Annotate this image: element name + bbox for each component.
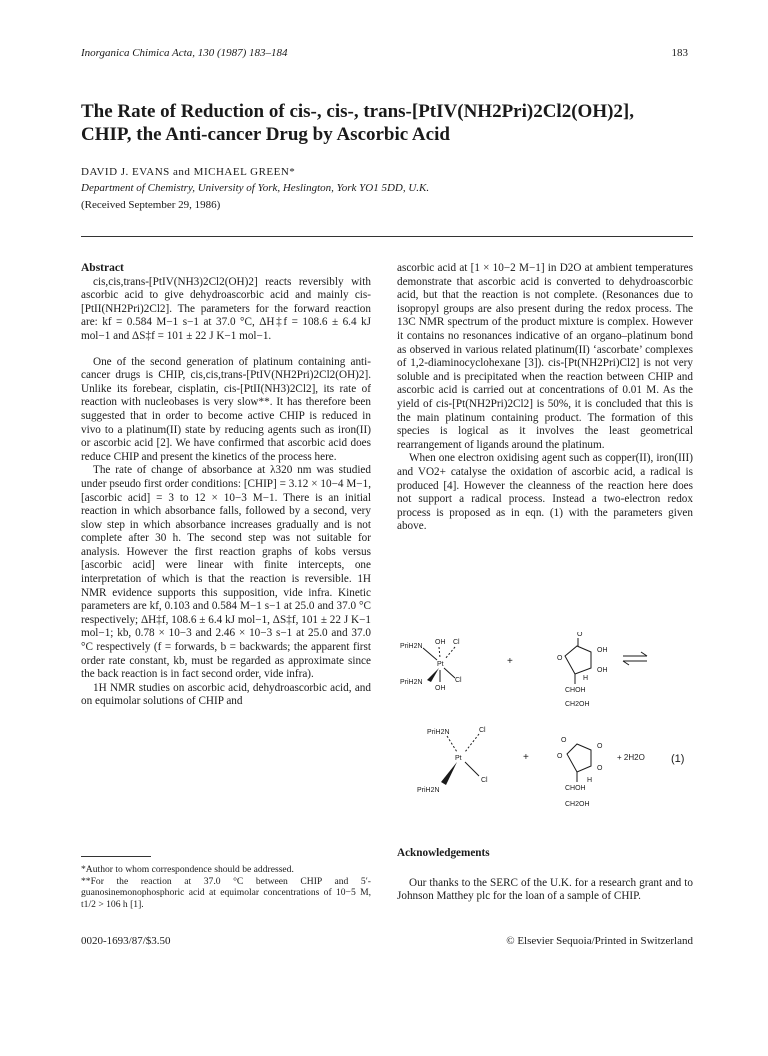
abstract-heading: Abstract: [81, 262, 124, 274]
header-divider: [81, 236, 693, 237]
copyright: © Elsevier Sequoia/Printed in Switzerland: [506, 935, 693, 947]
acknowledgements-text: Our thanks to the SERC of the U.K. for a research grant and to Johnson Matthey plc for the loan of a sample of CHIP.: [397, 876, 693, 903]
abstract-text: cis,cis,trans-[PtIV(NH3)2Cl2(OH)2] reacts reversibly with ascorbic acid to give dehydroascorbic acid and mainly cis-[PtII(NH2Pri)2Cl2]. The parameters for the forward reaction are: kf = 0.584 M−1 s−1 at 37.0 °C, ΔH‡f = 108.6 ± 6.4 kJ mol−1 and ΔS‡f = 101 ± 22 J K−1 mol−1.: [81, 275, 371, 342]
equation-number: (1): [671, 753, 685, 765]
footnote-divider: [81, 856, 151, 857]
oh-label: OH: [435, 685, 446, 692]
amine-label: PriH2N: [400, 679, 423, 686]
plus-sign: +: [507, 656, 513, 667]
left-column: [81, 262, 371, 709]
ascorbic-acid-structure: [557, 632, 608, 708]
body-paragraph: ascorbic acid at [1 × 10−2 M−1] in D2O at ambient temperatures demonstrate that ascorbic acid is converted to dehydroascorbic acid, but that the reaction is not complete. (Resonances due to isopropyl groups are also present during the redox process. The 13C NMR spectrum of the product mixture is complex. However it contains no resonances indicative of an organo–platinum bond as observed in various related platinum(II) ‘ascorbate’ complexes of 1,2-diaminocyclohexane [3]). cis-[Pt(NH2Pri)Cl2] is not very soluble and is precipitated when the reaction between CHIP and ascorbic acid is carried out at concentrations of 0.01 M. As the yield of cis-[Pt(NH2Pri)2Cl2] is 50%, it is concluded that this is the main platinum containing product. The formation of this species is logical as it involves the least geometrical rearrangement of ligands around the platinum.: [397, 262, 693, 451]
authors: DAVID J. EVANS and MICHAEL GREEN*: [81, 166, 296, 178]
o-label: O: [557, 753, 563, 760]
cl-label: Cl: [453, 639, 460, 646]
reaction-scheme: [397, 632, 693, 832]
choh-label: CHOH: [565, 687, 586, 694]
body-paragraph: One of the second generation of platinum containing anti-cancer drugs is CHIP, cis,cis,trans-[PtIV(NH2Pri)2Cl2(OH)2]. Unlike its forebear, cisplatin, cis-[PtII(NH3)2Cl2], its rate of reaction with nucleobases is very slow**. It has therefore been suggested that in order to become active CHIP is reduced in vivo to a platinum(II) state by reducing agents such as iron(II) or ascorbic acid [2]. We have confirmed that ascorbic acid does reduce CHIP and present the kinetics of the process here.: [81, 355, 371, 463]
equilibrium-arrows: [623, 652, 647, 665]
cl-label: Cl: [455, 677, 462, 684]
article-title: The Rate of Reduction of cis-, cis-, trans-[PtIV(NH2Pri)2Cl2(OH)2], CHIP, the Anti-cancer Drug by Ascorbic Acid: [81, 101, 635, 145]
water-term: + 2H2O: [617, 753, 645, 762]
footnote: **For the reaction at 37.0 °C between CHIP and 5′-guanosinemonophosphoric acid at equimolar concentrations of 10−5 M, t1/2 > 106 h [1].: [81, 875, 371, 910]
affiliation: Department of Chemistry, University of York, Heslington, York YO1 5DD, U.K.: [81, 182, 430, 194]
cl-label: Cl: [481, 777, 488, 784]
pt-label: Pt: [437, 661, 444, 668]
body-paragraph: The rate of change of absorbance at λ320 nm was studied under pseudo first order conditions: [CHIP] = 3.12 × 10−4 M−1, [ascorbic acid] = 3 to 12 × 10−3 M−1. There is an initial reaction in which absorbance falls, followed by a second, very slow step in which absorbance increases gradually and is not complete after 30 h. The second step was not suitable for analysis. However the first reaction graphs of kobs versus [ascorbic acid] were linear with finite intercepts, one interpretation of which is that the reaction is reversible. 1H NMR evidence supports this supposition, vide infra. Kinetic parameters are kf, 0.103 and 0.584 M−1 s−1 at 25.0 and 37.0 °C respectively; ΔH‡f, 108.6 ± 6.4 kJ mol−1, ΔS‡f, 101 ± 22 J K−1 mol−1; kb, 0.78 × 10−3 and 2.46 × 10−3 s−1 at 25.0 and 37.0 °C respectively (f = forwards, b = backwards; the apparent first order rate constant, kb, must be regarded as approximate since the back reaction is in fact second order, vide infra).: [81, 464, 371, 681]
acknowledgements: [397, 847, 693, 904]
footnotes: [81, 864, 371, 910]
received-date: (Received September 29, 1986): [81, 199, 221, 211]
cl-label: Cl: [479, 727, 486, 734]
issn-price: 0020-1693/87/$3.50: [81, 935, 171, 947]
amine-label: PriH2N: [417, 787, 440, 794]
chip-structure: [400, 639, 462, 692]
ch2oh-label: CH2OH: [565, 801, 590, 808]
ch2oh-label: CH2OH: [565, 701, 590, 708]
body-paragraph: 1H NMR studies on ascorbic acid, dehydroascorbic acid, and on equimolar solutions of CHIP and: [81, 681, 371, 708]
o-label: O: [597, 743, 603, 750]
o-label: O: [577, 632, 583, 638]
platinum-ii-product: [417, 727, 488, 794]
acknowledgements-heading: Acknowledgements: [397, 847, 490, 859]
o-label: O: [597, 765, 603, 772]
dehydroascorbic-acid-structure: [557, 737, 603, 808]
footnote: *Author to whom correspondence should be addressed.: [81, 864, 294, 875]
pt-label: Pt: [455, 755, 462, 762]
amine-label: PriH2N: [427, 729, 450, 736]
page-number: 183: [671, 47, 688, 59]
oh-label: OH: [597, 667, 608, 674]
amine-label: PriH2N: [400, 643, 423, 650]
body-paragraph: When one electron oxidising agent such as copper(II), iron(III) and VO2+ catalyse the oxidation of ascorbic acid, a radical is produced [4]. However the cleanness of the reaction here does not support a radical process. Instead a two-electron redox process is proposed as in eqn. (1) with the parameters given above.: [397, 452, 693, 533]
h-label: H: [583, 675, 589, 682]
o-label: O: [557, 655, 563, 662]
oh-label: OH: [597, 647, 608, 654]
journal-citation: Inorganica Chimica Acta, 130 (1987) 183–184: [81, 47, 288, 59]
oh-label: OH: [435, 639, 446, 646]
o-label: O: [561, 737, 567, 744]
right-column: [397, 262, 693, 534]
h-label: H: [587, 777, 593, 784]
choh-label: CHOH: [565, 785, 586, 792]
plus-sign: +: [523, 752, 529, 763]
